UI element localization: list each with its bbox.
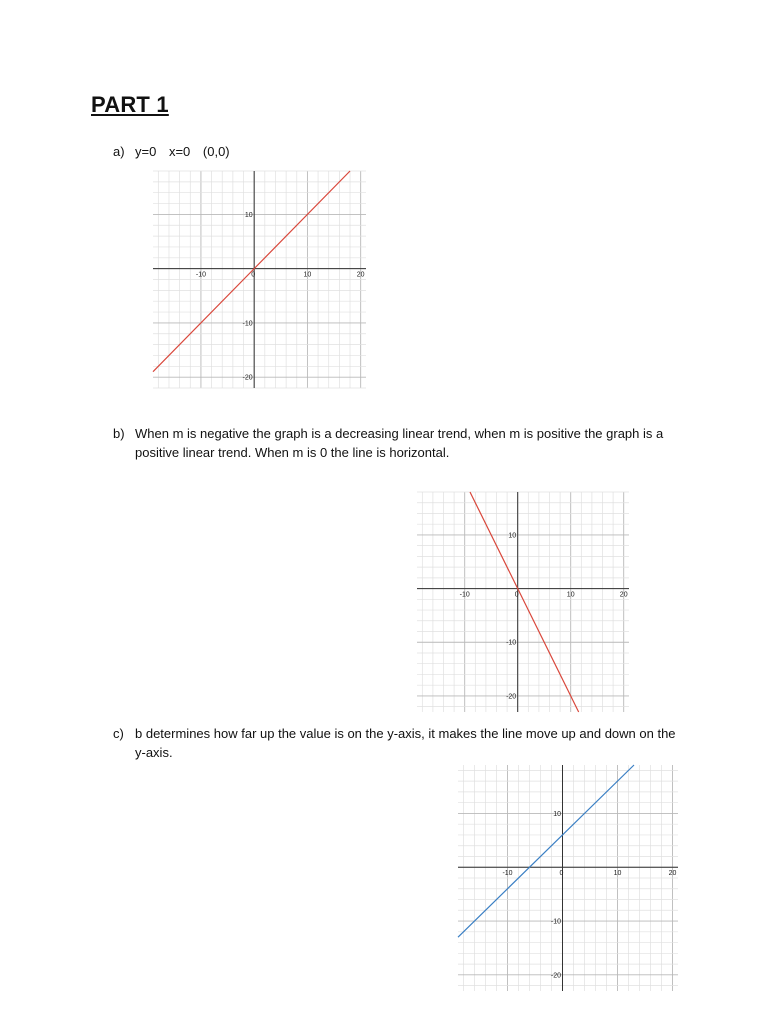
x-tick-label: 0	[514, 591, 519, 599]
series-line	[458, 765, 634, 937]
x-tick-label: -10	[195, 271, 206, 279]
x-tick-label: 0	[251, 271, 256, 279]
item-a-part-3: (0,0)	[202, 144, 230, 159]
item-a-part-1: y=0	[135, 144, 157, 159]
graph-b	[417, 492, 629, 712]
x-tick-label: 10	[303, 271, 312, 279]
x-tick-label: 20	[619, 591, 628, 599]
graph-c	[458, 765, 678, 991]
y-tick-label: -10	[506, 639, 517, 647]
item-b-marker: b)	[113, 426, 125, 441]
grid	[417, 492, 629, 712]
series-line	[153, 171, 350, 372]
grid	[153, 171, 366, 388]
item-c-text: b determines how far up the value is on the y-axis, it makes the line move up and down on the y-axis.	[135, 726, 676, 760]
y-tick-label: -20	[242, 374, 253, 382]
item-b-text: When m is negative the graph is a decreasing linear trend, when m is positive the graph is a positive linear trend. When m is 0 the line is horizontal.	[135, 426, 664, 460]
x-tick-label: 0	[559, 870, 564, 878]
x-tick-label: -10	[459, 591, 470, 599]
y-tick-label: -10	[242, 320, 253, 328]
y-tick-label: -20	[550, 972, 561, 980]
x-tick-label: 10	[566, 591, 575, 599]
x-tick-label: 20	[668, 870, 677, 878]
y-tick-label: -20	[506, 693, 517, 701]
item-a-text	[135, 142, 239, 161]
x-tick-label: 20	[356, 271, 365, 279]
y-tick-label: -10	[550, 918, 561, 926]
y-tick-label: 10	[553, 810, 561, 818]
y-tick-label: 10	[244, 211, 253, 219]
item-a-part-2: x=0	[168, 144, 191, 159]
x-tick-label: 10	[613, 870, 622, 878]
x-tick-label: -10	[502, 870, 513, 878]
grid	[458, 765, 678, 991]
graph-a	[153, 171, 366, 388]
series-line	[470, 492, 579, 712]
item-a-marker: a)	[113, 144, 125, 159]
item-c-marker: c)	[113, 726, 124, 741]
y-tick-label: 10	[508, 532, 517, 540]
page-title: PART 1	[91, 92, 169, 117]
